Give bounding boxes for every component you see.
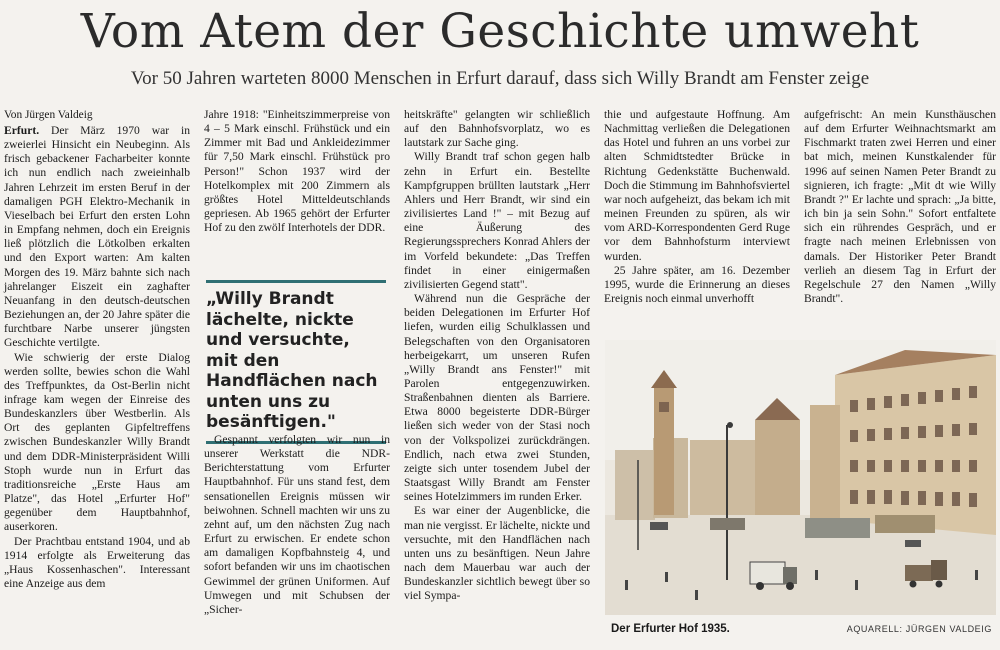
paragraph: Willy Brandt traf schon gegen halb zehn in Erfurt ein. Bestellte Kampfgruppen brüllten lautstark „Herr Ahlers und Herr Brandt, wir sind ein zivilisiertes Land !" – mit Bezug auf eine Äußerung des Regierungssprechers Konrad Ahlers der im Vorfeld bekundete: „Das Treffen findet in einer einigermaßen zivilisierten Gegend statt". [404,150,590,291]
dateline: Erfurt. [4,124,40,137]
image-caption: Der Erfurter Hof 1935. [611,623,730,635]
paragraph [4,124,190,351]
column-3 [404,108,590,603]
paragraph: aufgefrischt: An mein Kunsthäuschen auf dem Erfurter Weihnachtsmarkt am Fischmarkt traten zwei Herren und einer bat mich, meinen Kunstkalender für 1996 auf seinen Namen Peter Brandt zu signieren, ich fragte: „Mit dt wie Willy Brandt ?" Er lachte und sprach: „Ja bitte, ich bin ja sein Sohn." Sofort entfaltete sich ein rührendes Gespräch, und er fragte nach meinen Erlebnissen von damals. Der Historiker Peter Brandt verlieh an diesem Tag in Erfurt der Regelschule 27 den Namen „Willy Brandt". [804,108,996,306]
image-credit: AQUARELL: JÜRGEN VALDEIG [846,624,992,634]
subheadline: Vor 50 Jahren warteten 8000 Menschen in Erfurt darauf, dass sich Willy Brandt am Fenster zeige [130,68,870,89]
paragraph: Der Prachtbau entstand 1904, und ab 1914 erfolgte als Erweiterung das „Haus Kossenhaschen". Interessant eine Anzeige aus dem [4,534,190,590]
column-4 [604,108,790,306]
paragraph: Wie schwierig der erste Dialog werden sollte, bewies schon die Wahl des Treffpunktes, da Ost-Berlin nicht infrage kam wegen der Einreise des Bundeskanzlers über Westberlin. Als Ort des geplanten Gipfeltreffens zwischen Bundeskanzler Willy Brandt und dem DDR-Ministerpräsident Willi Stoph wurde nun in Erfurt das traditionsreiche „Erste Haus am Platze", das Hotel „Erfurter Hof" gegenüber dem Hauptbahnhof, auserkoren. [4,350,190,534]
paragraph-text: Der März 1970 war in zweierlei Hinsicht ein Neubeginn. Als frisch gebackener Facharbeiter konnte ich nun endlich nach zweieinhalb Jahren Lehrzeit im ersten Beruf in der damaligen PGH Elektro-Mechanik in Vieselbach bei Erfurt den ersten Lohn in Empfang nehmen, doch ein Ereignis ließ plötzlich die Lötkolben erkalten und den Export warten: Am kalten Morgen des 19. März bahnte sich nach jahrelanger Eiszeit ein zaghafter Neuanfang in den deutsch-deutschen Beziehungen an, der 20 Jahre später die furchtbare Narbe unserer jüngsten Geschichte vertilgte. [4,124,190,350]
paragraph: Jahre 1918: "Einheitszimmerpreise von 4 – 5 Mark einschl. Frühstück und ein Zimmer mit Bad und Ankleidezimmer für 7,50 Mark einschl. Frühstück pro Person!" Schon 1937 wird der Hotelkomplex mit 200 Zimmern als größtes Hotel Mitteldeutschlands gepriesen. Ab 1965 gehört der Erfurter Hof zu den zwölf Interhotels der DDR. [204,108,390,235]
byline: Von Jürgen Valdeig [4,109,93,121]
paragraph: thie und aufgestaute Hoffnung. Am Nachmittag verließen die Delegationen das Hotel und fuhren an uns vorbei zur alten Schmidtstedter Brücke in Richtung Gedenkstätte Buchenwald. Doch die Stimmung im Bahnhofsviertel war noch aufgeheizt, das bekam ich mit meinen Freunden zu spüren, als wir vom ARD-Korrespondenten Gerd Ruge vor dem Bahnhofsturm interviewt wurden. [604,108,790,263]
paragraph: Während nun die Gespräche der beiden Delegationen im Erfurter Hof liefen, wurden eilig Schulklassen und Belegschaften von den Organisatoren herbeigekarrt, um unseren Rufen „Willy Brandt ans Fenster!" mit Parolen entgegenzuwirken. Straßenbahnen dienten als Barriere. Etwa 8000 begeisterte DDR-Bürger ließen sich weder von der Stasi noch von der Volkspolizei zurückdrängen. Endlich, nach etwa zwei Stunden, zeigte sich unter tosendem Jubel der Staatsgast Willy Brandt am Fenster seines Hotelzimmers im runden Erker. [404,292,590,504]
pull-quote: „Willy Brandt lächelte, nickte und versuchte, mit den Handflächen nach unten uns zu besänftigen." [206,280,386,444]
paragraph: heitskräfte" gelangten wir schließlich auf den Bahnhofsvorplatz, wo es lautstark zur Sache ging. [404,108,590,150]
paragraph: Gespannt verfolgten wir nun in unserer Werkstatt die NDR-Berichterstattung vom Erfurter Hauptbahnhof. Für uns stand fest, dem sensationellen Ereignis müssen wir beiwohnen. Schnell machten wir uns zu zehnt auf, um den nächsten Zug nach Erfurt zu erwischen. Er endete schon am damaligen Kopfbahnsteig 4, und sofort befanden wir uns im chaotischen Gewimmel der grünen Uniformen. Auf Umwegen und mit Schubsen der „Sicher- [204,433,390,616]
column-2 [204,108,390,235]
paragraph: Es war einer der Augenblicke, die man nie vergisst. Er lächelte, nickte und versuchte, mit den Handflächen nach unten uns zu besänftigen. Neun Jahre nach dem Mauerbau war auch der Bundeskanzler sichtlich bewegt über so viel Sympa- [404,504,590,603]
headline: Vom Atem der Geschichte umweht [80,4,920,59]
column-5 [804,108,996,306]
paragraph: 25 Jahre später, am 16. Dezember 1995, wurde die Erinnerung an dieses Ereignis noch einmal unverhofft [604,263,790,306]
column-1 [4,124,190,591]
column-2-continued [204,433,390,617]
watercolor-illustration-icon [605,340,996,615]
